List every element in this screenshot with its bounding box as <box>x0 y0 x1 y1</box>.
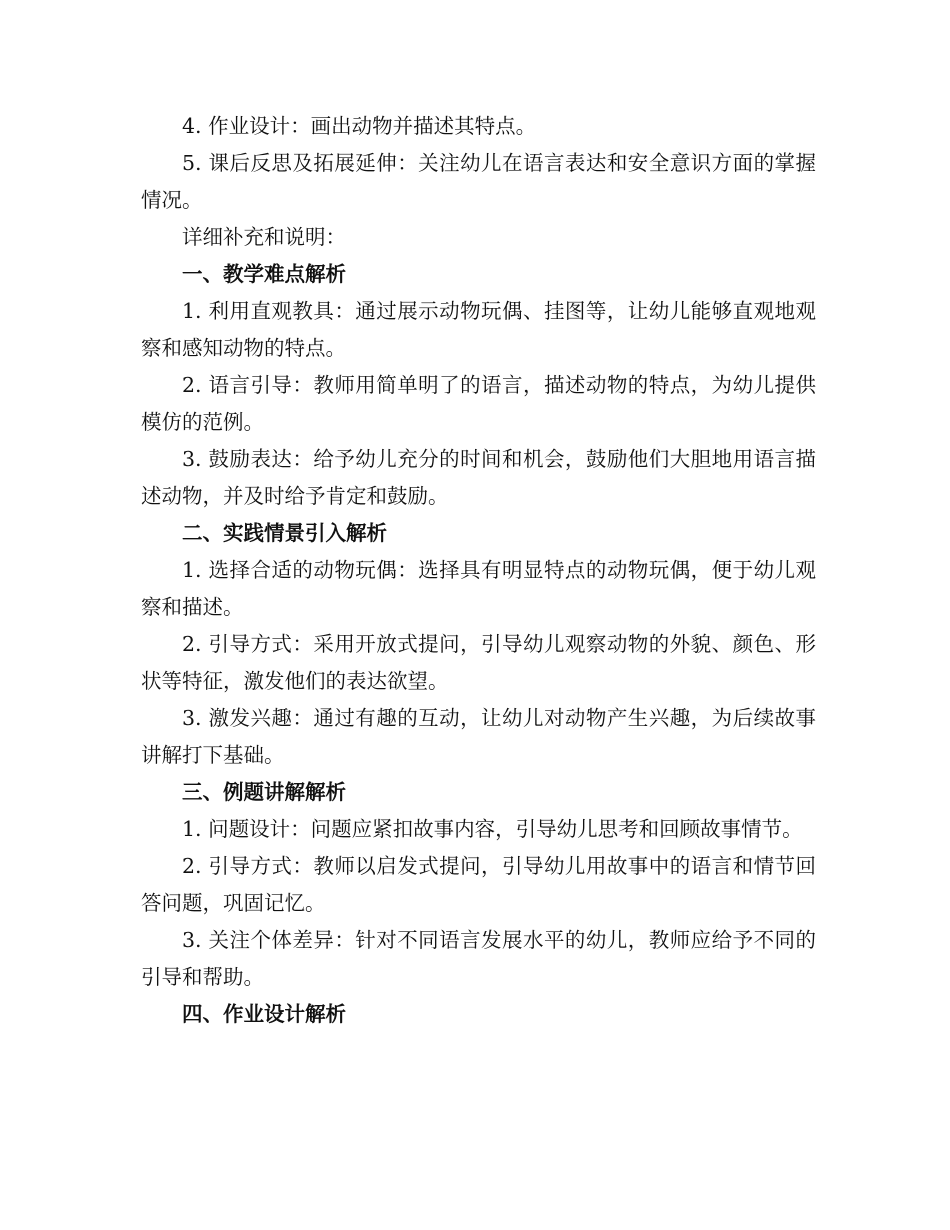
section-heading-4: 四、作业设计解析 <box>182 1002 346 1026</box>
paragraph-3-3: 3. 关注个体差异：针对不同语言发展水平的幼儿，教师应给予不同的引导和帮助。 <box>141 928 816 989</box>
paragraph-1-2: 2. 语言引导：教师用简单明了的语言，描述动物的特点，为幼儿提供模仿的范例。 <box>141 373 816 434</box>
paragraph-3-2: 2. 引导方式：教师以启发式提问，引导幼儿用故事中的语言和情节回答问题，巩固记忆。 <box>141 854 816 915</box>
paragraph-1-1: 1. 利用直观教具：通过展示动物玩偶、挂图等，让幼儿能够直观地观察和感知动物的特点。 <box>141 299 816 360</box>
paragraph-3-1: 1. 问题设计：问题应紧扣故事内容，引导幼儿思考和回顾故事情节。 <box>182 817 803 841</box>
section-heading-3: 三、例题讲解解析 <box>182 780 346 804</box>
paragraph-2-2: 2. 引导方式：采用开放式提问，引导幼儿观察动物的外貌、颜色、形状等特征，激发他们的表达欲望。 <box>141 632 816 693</box>
paragraph-reflection: 5. 课后反思及拓展延伸：关注幼儿在语言表达和安全意识方面的掌握情况。 <box>141 151 816 212</box>
paragraph-2-3: 3. 激发兴趣：通过有趣的互动，让幼儿对动物产生兴趣，为后续故事讲解打下基础。 <box>141 706 816 767</box>
paragraph-1-3: 3. 鼓励表达：给予幼儿充分的时间和机会，鼓励他们大胆地用语言描述动物，并及时给予肯定和鼓励。 <box>141 447 816 508</box>
paragraph-details-intro: 详细补充和说明： <box>182 225 346 249</box>
document-page <box>141 108 816 1033</box>
paragraph-2-1: 1. 选择合适的动物玩偶：选择具有明显特点的动物玩偶，便于幼儿观察和描述。 <box>141 558 816 619</box>
section-heading-1: 一、教学难点解析 <box>182 262 346 286</box>
section-heading-2: 二、实践情景引入解析 <box>182 521 387 545</box>
paragraph-homework-design: 4. 作业设计：画出动物并描述其特点。 <box>182 114 537 138</box>
